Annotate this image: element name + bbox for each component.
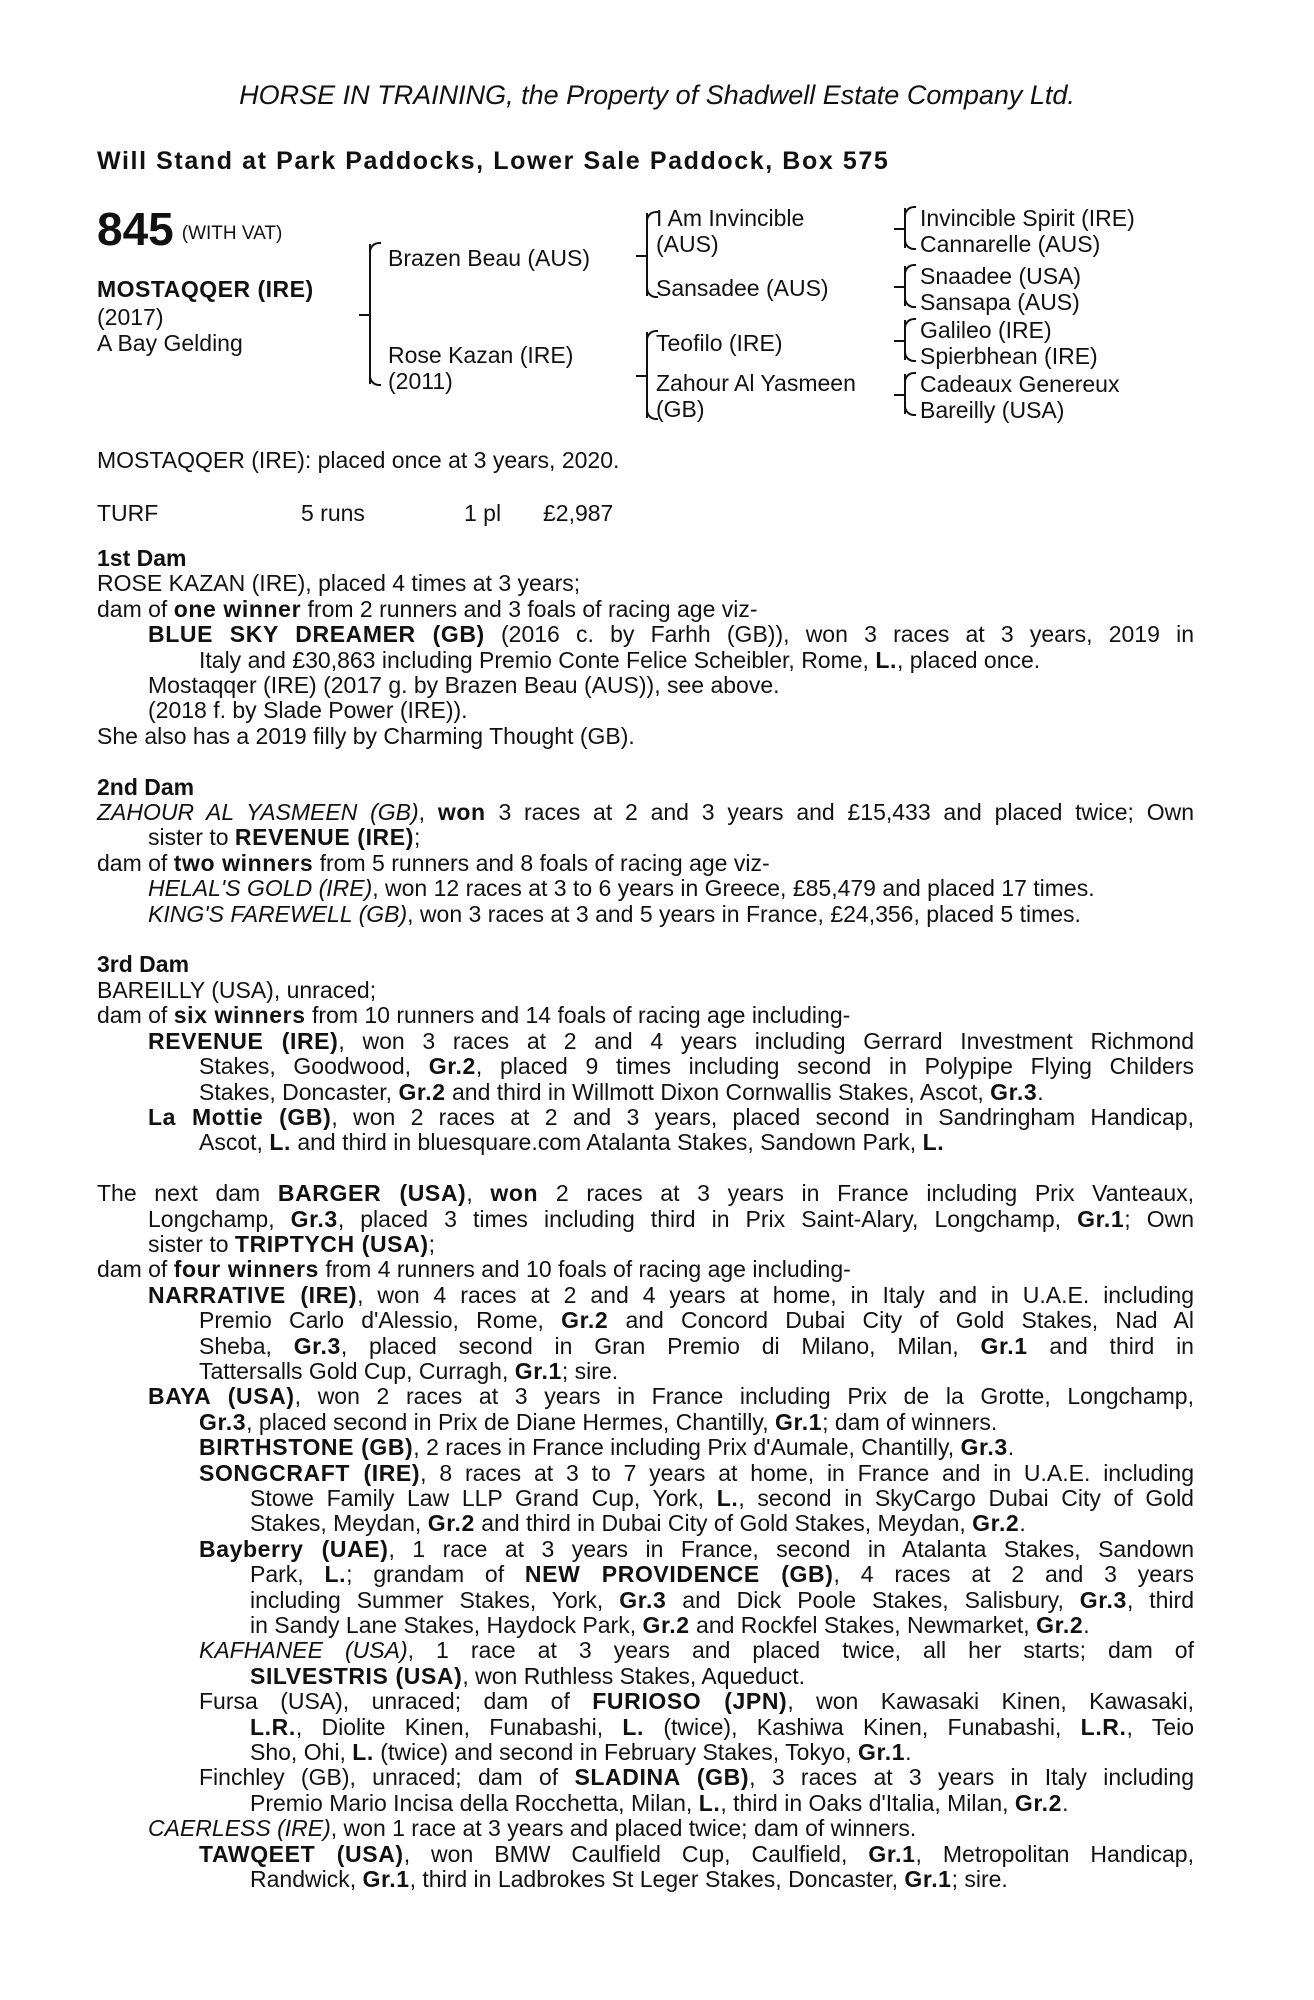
produce-songcraft-cont-1: Stowe Family Law LLP Grand Cup, York, L., second in SkyCargo Dubai City of Gold	[250, 1484, 1194, 1511]
venue-line: Will Stand at Park Paddocks, Lower Sale Paddock, Box 575	[97, 147, 890, 175]
produce-mostaqqer: Mostaqqer (IRE) (2017 g. by Brazen Beau (AUS)), see above.	[148, 672, 780, 699]
pedigree-sire-sire-country: (AUS)	[656, 231, 719, 257]
pedigree-dam-dam: Zahour Al Yasmeen	[656, 370, 856, 396]
lot-number	[97, 203, 283, 255]
produce-bayberry-cont-3: in Sandy Lane Stakes, Haydock Park, Gr.2 and Rockfel Stakes, Newmarket, Gr.2.	[250, 1612, 1090, 1639]
second-dam-heading: 2nd Dam	[97, 773, 195, 800]
produce-2018-filly: (2018 f. by Slade Power (IRE)).	[148, 697, 468, 724]
produce-fursa-cont-1: L.R., Diolite Kinen, Funabashi, L. (twice), Kashiwa Kinen, Funabashi, L.R., Teio	[250, 1713, 1194, 1740]
produce-narrative-cont-2: Sheba, Gr.3, placed second in Gran Premio di Milano, Milan, Gr.1 and third in	[199, 1332, 1194, 1359]
produce-baya: BAYA (USA), won 2 races at 3 years in France including Prix de la Grotte, Longchamp,	[148, 1383, 1194, 1410]
produce-tawqeet-cont: Randwick, Gr.1, third in Ladbrokes St Leger Stakes, Doncaster, Gr.1; sire.	[250, 1866, 1008, 1893]
produce-silvestris: SILVESTRIS (USA), won Ruthless Stakes, Aqueduct.	[250, 1662, 806, 1689]
produce-finchley: Finchley (GB), unraced; dam of SLADINA (GB), 3 races at 3 years in Italy including	[199, 1764, 1194, 1791]
next-dam-intro: The next dam BARGER (USA), won 2 races at 3 years in France including Prix Vanteaux,	[97, 1180, 1195, 1207]
pedigree-gg-5: Galileo (IRE)	[920, 317, 1052, 343]
produce-baya-cont: Gr.3, placed second in Prix de Diane Hermes, Chantilly, Gr.1; dam of winners.	[199, 1408, 998, 1435]
produce-narrative-cont-3: Tattersalls Gold Cup, Curragh, Gr.1; sire.	[199, 1357, 619, 1384]
third-dam-heading: 3rd Dam	[97, 951, 190, 978]
pedigree-gg-3: Snaadee (USA)	[920, 263, 1082, 289]
pedigree-sire-sire: I Am Invincible	[656, 205, 805, 231]
first-dam-produce-summary: dam of one winner from 2 runners and 3 foals of racing age viz-	[97, 595, 758, 622]
horse-year: (2017)	[97, 304, 164, 330]
page-title: HORSE IN TRAINING, the Property of Shadwell Estate Company Ltd.	[239, 80, 1075, 110]
produce-revenue-cont-1: Stakes, Goodwood, Gr.2, placed 9 times including second in Polypipe Flying Childers	[199, 1053, 1195, 1080]
produce-blue-sky-dreamer: BLUE SKY DREAMER (GB) (2016 c. by Farhh (GB)), won 3 races at 3 years, 2019 in	[148, 621, 1194, 648]
pedigree-brace-g4	[904, 374, 916, 414]
next-dam-intro-cont: Longchamp, Gr.3, placed 3 times including third in Prix Saint-Alary, Longchamp, Gr.1; Own	[148, 1205, 1195, 1232]
horse-description: A Bay Gelding	[97, 330, 243, 356]
pedigree-gg-7: Cadeaux Genereux	[920, 371, 1120, 397]
produce-helals-gold: HELAL'S GOLD (IRE), won 12 races at 3 to 6 years in Greece, £85,479 and placed 17 times.	[148, 875, 1095, 902]
second-dam-intro: ZAHOUR AL YASMEEN (GB), won 3 races at 2 and 3 years and £15,433 and placed twice; Own	[97, 799, 1195, 826]
record-runs: 5 runs	[301, 500, 365, 526]
first-dam-2019-filly: She also has a 2019 filly by Charming Thought (GB).	[97, 722, 635, 749]
produce-revenue: REVENUE (IRE), won 3 races at 2 and 4 years including Gerrard Investment Richmond	[148, 1027, 1195, 1054]
produce-bayberry-cont-1: Park, L.; grandam of NEW PROVIDENCE (GB), 4 races at 2 and 3 years	[250, 1561, 1194, 1588]
pedigree-brace-g1	[904, 208, 916, 248]
produce-songcraft-cont-2: Stakes, Meydan, Gr.2 and third in Dubai City of Gold Stakes, Meydan, Gr.2.	[250, 1510, 1026, 1537]
first-dam-intro: ROSE KAZAN (IRE), placed 4 times at 3 years;	[97, 570, 581, 597]
next-dam-produce-summary: dam of four winners from 4 runners and 10 foals of racing age including-	[97, 1256, 851, 1283]
record-surface: TURF	[97, 500, 159, 526]
pedigree-gg-1: Invincible Spirit (IRE)	[920, 205, 1135, 231]
third-dam-produce-summary: dam of six winners from 10 runners and 14 foals of racing age including-	[97, 1002, 851, 1029]
pedigree-dam-year: (2011)	[388, 368, 453, 394]
pedigree-dam-dam-country: (GB)	[656, 396, 705, 422]
pedigree-gg-4: Sansapa (AUS)	[920, 289, 1080, 315]
pedigree-sire: Brazen Beau (AUS)	[388, 245, 590, 271]
produce-narrative-cont-1: Premio Carlo d'Alessio, Rome, Gr.2 and Concord Dubai City of Gold Stakes, Nad Al	[199, 1307, 1194, 1334]
produce-finchley-cont: Premio Mario Incisa della Rocchetta, Milan, L., third in Oaks d'Italia, Milan, Gr.2.	[250, 1789, 1069, 1816]
pedigree-gg-6: Spierbhean (IRE)	[920, 343, 1098, 369]
next-dam-sister: sister to TRIPTYCH (USA);	[148, 1230, 435, 1257]
pedigree-dam: Rose Kazan (IRE)	[388, 342, 574, 368]
produce-la-mottie-cont: Ascot, L. and third in bluesquare.com Atalanta Stakes, Sandown Park, L.	[199, 1129, 945, 1156]
produce-revenue-cont-2: Stakes, Doncaster, Gr.2 and third in Willmott Dixon Cornwallis Stakes, Ascot, Gr.3.	[199, 1078, 1044, 1105]
vat-note: (WITH VAT)	[181, 223, 283, 244]
produce-la-mottie: La Mottie (GB), won 2 races at 2 and 3 years, placed second in Sandringham Handicap,	[148, 1103, 1194, 1130]
second-dam-produce-summary: dam of two winners from 5 runners and 8 foals of racing age viz-	[97, 849, 770, 876]
produce-blue-sky-dreamer-cont: Italy and £30,863 including Premio Conte Felice Scheibler, Rome, L., placed once.	[199, 646, 1041, 673]
pedigree-gg-2: Cannarelle (AUS)	[920, 231, 1101, 257]
pedigree-dam-sire: Teofilo (IRE)	[656, 330, 783, 356]
pedigree-brace-g3	[904, 320, 916, 360]
race-summary: MOSTAQQER (IRE): placed once at 3 years, 2020.	[97, 447, 620, 473]
produce-kings-farewell: KING'S FAREWELL (GB), won 3 races at 3 and 5 years in France, £24,356, placed 5 times.	[148, 900, 1081, 927]
produce-narrative: NARRATIVE (IRE), won 4 races at 2 and 4 years at home, in Italy and in U.A.E. including	[148, 1281, 1194, 1308]
produce-bayberry-cont-2: including Summer Stakes, York, Gr.3 and Dick Poole Stakes, Salisbury, Gr.3, third	[250, 1586, 1194, 1613]
produce-songcraft: SONGCRAFT (IRE), 8 races at 3 to 7 years at home, in France and in U.A.E. including	[199, 1459, 1194, 1486]
pedigree-brace-main	[369, 244, 381, 384]
second-dam-sister: sister to REVENUE (IRE);	[148, 824, 421, 851]
produce-bayberry: Bayberry (UAE), 1 race at 3 years in France, second in Atalanta Stakes, Sandown	[199, 1535, 1194, 1562]
pedigree-sire-dam: Sansadee (AUS)	[656, 275, 829, 301]
pedigree-brace-g2	[904, 266, 916, 306]
first-dam-heading: 1st Dam	[97, 545, 187, 571]
record-placed: 1 pl	[464, 500, 502, 526]
produce-fursa: Fursa (USA), unraced; dam of FURIOSO (JPN), won Kawasaki Kinen, Kawasaki,	[199, 1688, 1194, 1715]
lot-number-value: 845	[97, 203, 174, 255]
pedigree-gg-8: Bareilly (USA)	[920, 397, 1065, 423]
record-earnings: £2,987	[543, 500, 614, 526]
produce-kafhanee: KAFHANEE (USA), 1 race at 3 years and placed twice, all her starts; dam of	[199, 1637, 1194, 1664]
catalogue-body	[97, 546, 1194, 1892]
produce-fursa-cont-2: Sho, Ohi, L. (twice) and second in February Stakes, Tokyo, Gr.1.	[250, 1739, 912, 1766]
produce-birthstone: BIRTHSTONE (GB), 2 races in France including Prix d'Aumale, Chantilly, Gr.3.	[199, 1434, 1015, 1461]
third-dam-intro: BAREILLY (USA), unraced;	[97, 976, 377, 1003]
horse-name: MOSTAQQER (IRE)	[97, 276, 314, 302]
produce-tawqeet: TAWQEET (USA), won BMW Caulfield Cup, Caulfield, Gr.1, Metropolitan Handicap,	[199, 1840, 1194, 1867]
produce-caerless: CAERLESS (IRE), won 1 race at 3 years and placed twice; dam of winners.	[148, 1815, 917, 1842]
